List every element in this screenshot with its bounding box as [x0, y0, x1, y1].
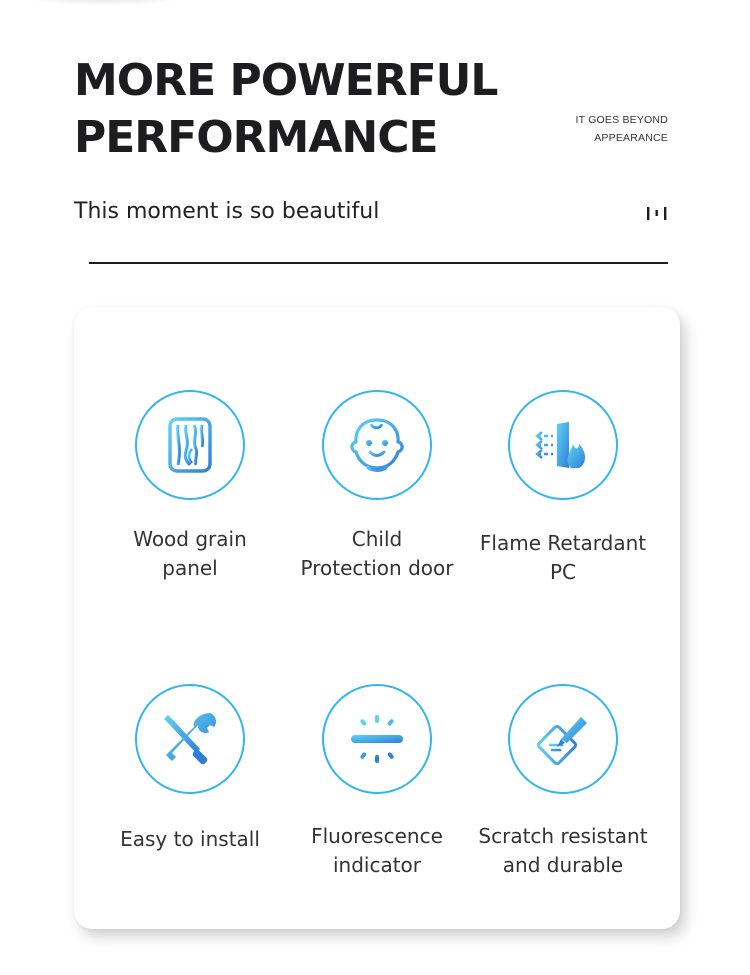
flame-shield-icon [533, 416, 593, 474]
feature-label: Fluorescence indicator [311, 824, 443, 877]
three-bars-icon [647, 206, 669, 222]
feature-label: Flame Retardant PC [479, 531, 647, 584]
baby-face-icon [347, 416, 407, 474]
feature-label: Scratch resistant and durable [478, 824, 648, 877]
feature-icon-circle [508, 684, 618, 794]
title-line-2: PERFORMANCE [74, 112, 438, 163]
feature-icon-circle [508, 390, 618, 500]
feature-icon-circle [322, 684, 432, 794]
wood-grain-icon [164, 415, 216, 475]
tools-icon [160, 709, 220, 769]
tagline-line-1: IT GOES BEYOND [575, 114, 668, 126]
page-title [74, 52, 497, 166]
title-line-1: MORE POWERFUL [74, 55, 498, 106]
feature-label: Easy to install [120, 827, 260, 851]
feature-icon-circle [322, 390, 432, 500]
features-card [74, 307, 680, 929]
top-shadow-decoration [20, 0, 190, 6]
fluorescence-icon [347, 709, 407, 769]
feature-label: Wood grain panel [133, 527, 247, 580]
feature-label: Child Protection door [300, 527, 454, 580]
feature-icon-circle [135, 684, 245, 794]
scratch-card-icon [533, 709, 593, 769]
feature-icon-circle [135, 390, 245, 500]
subtitle: This moment is so beautiful [74, 199, 380, 224]
tagline-line-2: APPEARANCE [594, 132, 668, 144]
header-divider [89, 262, 668, 264]
tagline [576, 111, 668, 147]
